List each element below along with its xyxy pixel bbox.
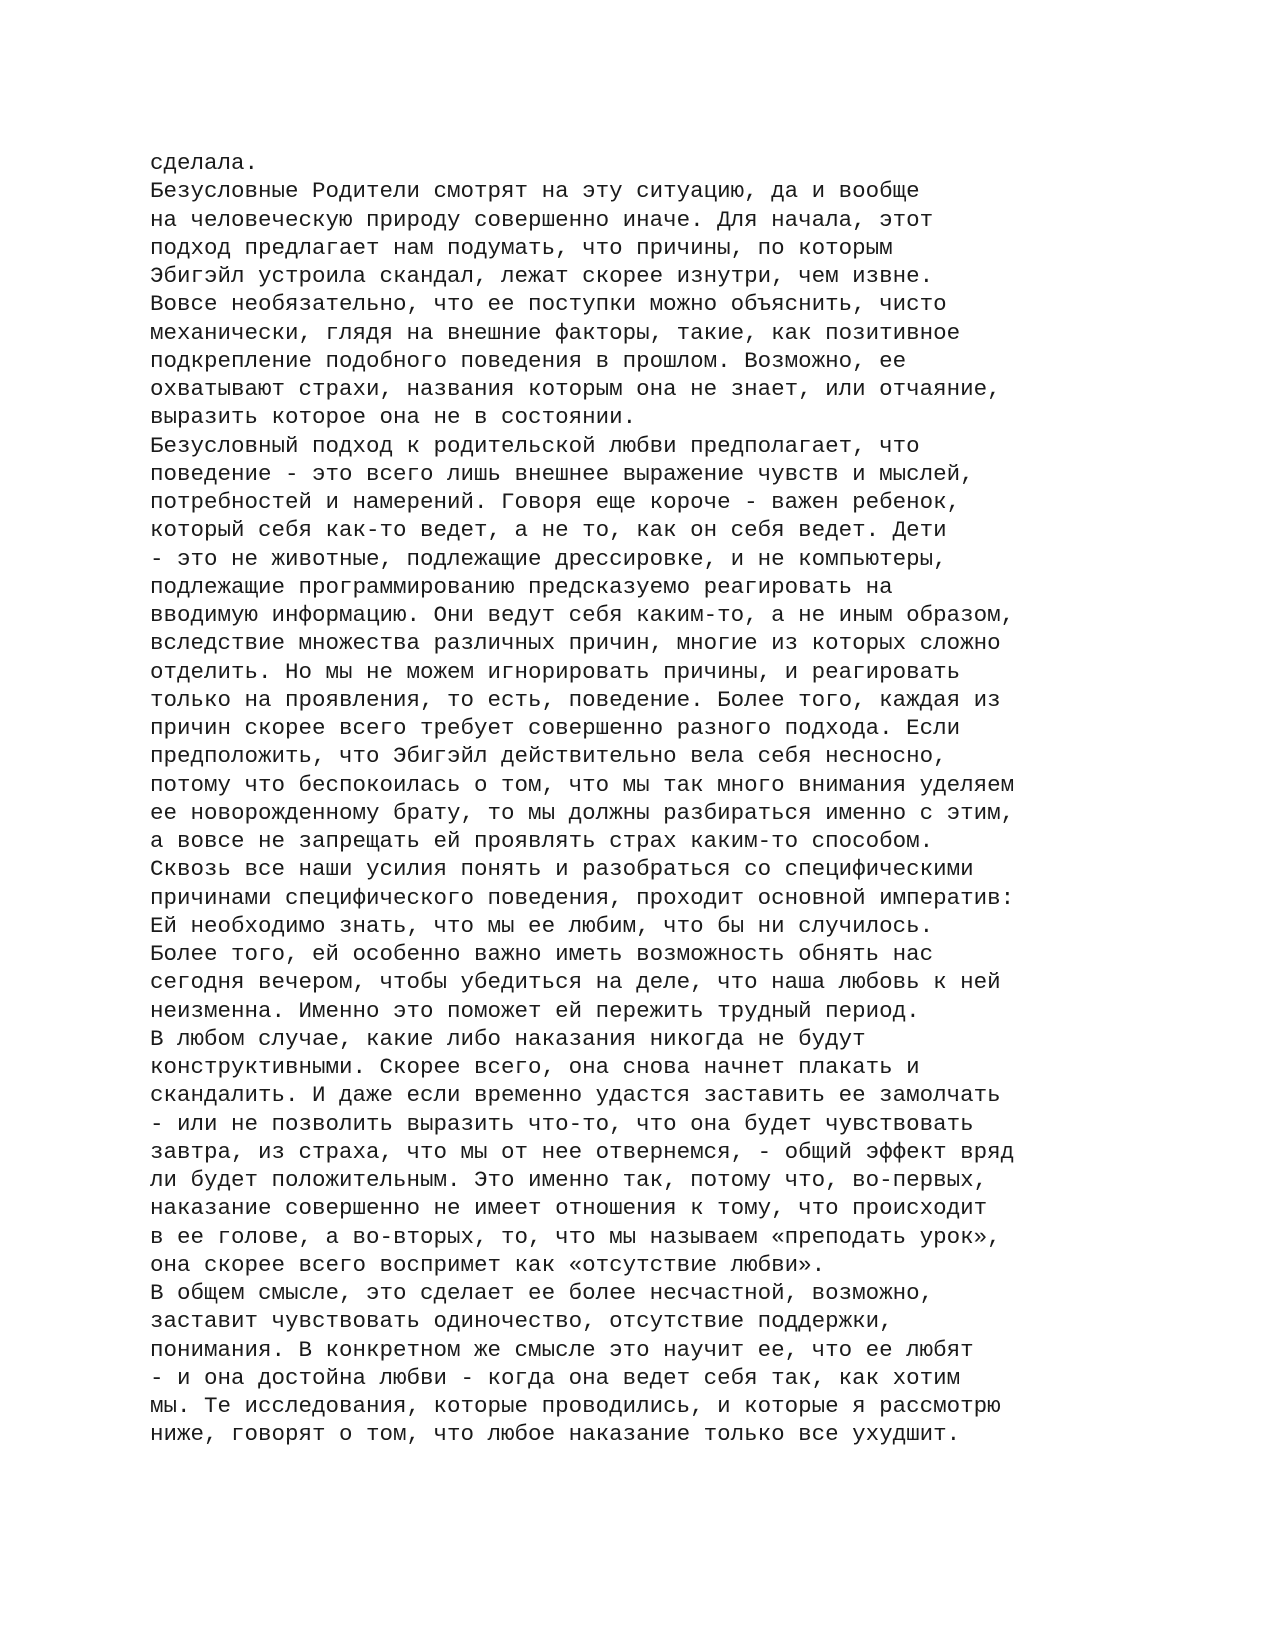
text-line: Безусловные Родители смотрят на эту ситуацию, да и вообще (150, 178, 920, 205)
text-line: механически, глядя на внешние факторы, такие, как позитивное (150, 319, 961, 346)
text-line: - это не животные, подлежащие дрессировке, и не компьютеры, (150, 545, 947, 572)
text-line: подход предлагает нам подумать, что причины, по которым (150, 234, 893, 261)
text-line: завтра, из страха, что мы от нее отвернемся, - общий эффект вряд (150, 1138, 1015, 1165)
text-line: причинами специфического поведения, проходит основной императив: (150, 884, 1015, 911)
text-line: - или не позволить выразить что-то, что она будет чувствовать (150, 1110, 974, 1137)
text-line: заставит чувствовать одиночество, отсутствие поддержки, (150, 1308, 893, 1335)
text-line: - и она достойна любви - когда она ведет себя так, как хотим (150, 1364, 961, 1391)
text-line: сделала. (150, 150, 259, 176)
text-line: Безусловный подход к родительской любви предполагает, что (150, 432, 920, 459)
text-line: Сквозь все наши усилия понять и разобраться со специфическими (150, 856, 974, 883)
text-line: понимания. В конкретном же смысле это научит ее, что ее любят (150, 1336, 974, 1363)
text-line: охватывают страхи, названия которым она не знает, или отчаяние, (150, 376, 1001, 402)
text-line: на человеческую природу совершенно иначе. Для начала, этот (150, 206, 934, 233)
text-line: ее новорожденному брату, то мы должны разбираться именно с этим, (150, 799, 1015, 826)
text-line: причин скорее всего требует совершенно разного подхода. Если (150, 715, 961, 741)
text-line: Более того, ей особенно важно иметь возможность обнять нас (150, 941, 934, 967)
text-line: неизменна. Именно это поможет ей пережить трудный период. (150, 997, 920, 1024)
text-line: наказание совершенно не имеет отношения к тому, что происходит (150, 1195, 988, 1222)
text-line: поведение - это всего лишь внешнее выражение чувств и мыслей, (150, 460, 974, 487)
text-line: подкрепление подобного поведения в прошлом. Возможно, ее (150, 347, 907, 374)
text-line: в ее голове, а во-вторых, то, что мы называем «преподать урок», (150, 1223, 1001, 1250)
text-line: она скорее всего воспримет как «отсутствие любви». (150, 1251, 826, 1278)
text-line: подлежащие программированию предсказуемо реагировать на (150, 573, 893, 600)
text-line: а вовсе не запрещать ей проявлять страх каким-то способом. (150, 828, 934, 854)
text-line: ниже, говорят о том, что любое наказание только все ухудшит. (150, 1421, 961, 1448)
body-text (150, 149, 1150, 1449)
text-line: мы. Те исследования, которые проводились, и которые я рассмотрю (150, 1393, 1001, 1419)
text-line: отделить. Но мы не можем игнорировать причины, и реагировать (150, 658, 961, 685)
text-line: Вовсе необязательно, что ее поступки можно объяснить, чисто (150, 291, 947, 318)
text-line: вследствие множества различных причин, многие из которых сложно (150, 630, 1001, 657)
text-line: вводимую информацию. Они ведут себя каким-то, а не иным образом, (150, 602, 1015, 628)
text-line: Ей необходимо знать, что мы ее любим, что бы ни случилось. (150, 912, 934, 939)
text-line: только на проявления, то есть, поведение. Более того, каждая из (150, 686, 1001, 713)
text-line: сегодня вечером, чтобы убедиться на деле, что наша любовь к ней (150, 969, 1001, 996)
text-line: конструктивными. Скорее всего, она снова начнет плакать и (150, 1054, 920, 1080)
text-line: выразить которое она не в состоянии. (150, 404, 637, 431)
text-line: который себя как-то ведет, а не то, как он себя ведет. Дети (150, 517, 947, 544)
text-line: скандалить. И даже если временно удастся заставить ее замолчать (150, 1082, 1001, 1109)
text-line: Эбигэйл устроила скандал, лежат скорее изнутри, чем извне. (150, 263, 934, 289)
text-line: потому что беспокоилась о том, что мы так много внимания уделяем (150, 771, 1015, 798)
text-line: потребностей и намерений. Говоря еще короче - важен ребенок, (150, 489, 961, 515)
text-line: предположить, что Эбигэйл действительно вела себя несносно, (150, 743, 947, 770)
text-line: ли будет положительным. Это именно так, потому что, во-первых, (150, 1167, 988, 1193)
text-line: В общем смысле, это сделает ее более несчастной, возможно, (150, 1280, 934, 1306)
text-line: В любом случае, какие либо наказания никогда не будут (150, 1025, 866, 1052)
